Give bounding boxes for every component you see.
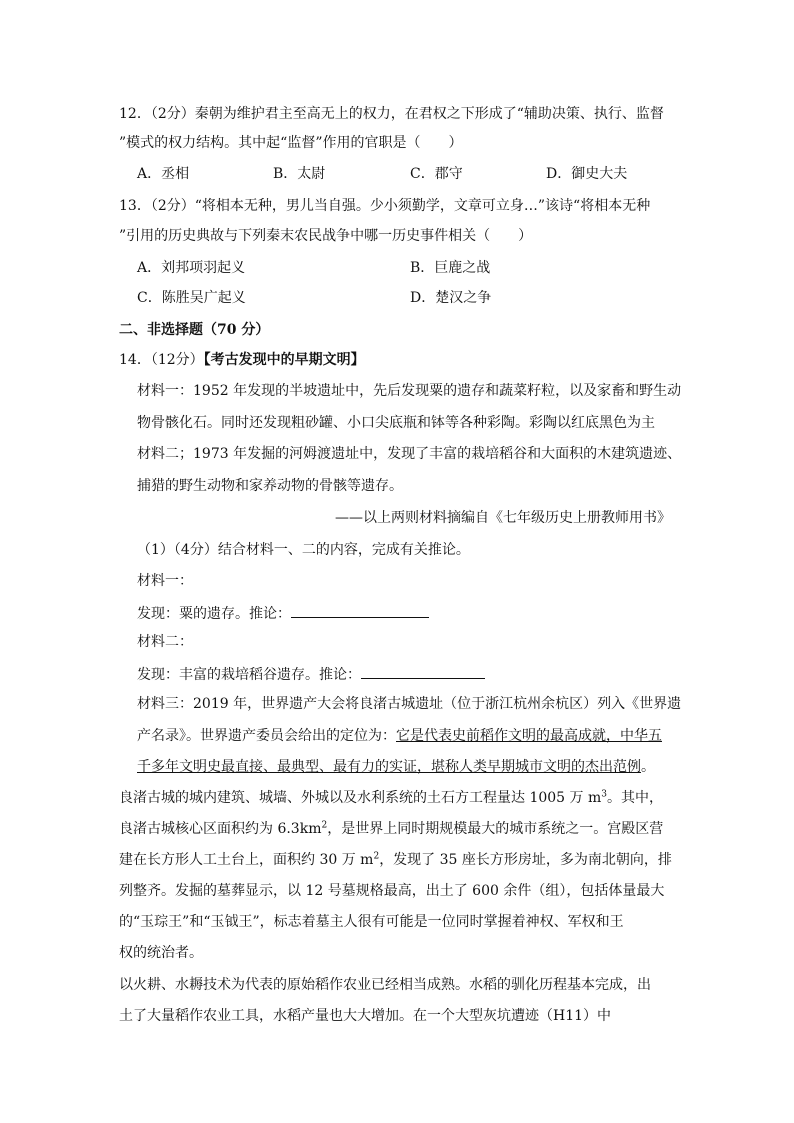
para1-line3-sup: 2	[373, 851, 380, 862]
para1-line2-text: 良渚古城核心区面积约为 6.3km	[119, 821, 322, 837]
material3-quote-part1: 它是代表史前稻作文明的最高成就，中华五	[396, 728, 662, 744]
para1-line3-text: 建在长方形人工土台上，面积约 30 万 m	[119, 852, 374, 868]
liangzhu-para1-line6: 权的统治者。	[119, 945, 203, 961]
material3-line2-intro: 产名录》。世界遗产委员会给出的定位为：	[137, 728, 396, 744]
material3-line3-end: 。	[641, 759, 655, 775]
q12-option-a[interactable]: A．丞相	[137, 166, 190, 182]
material2-line1: 材料二；1973 年发掘的河姆渡遗址中，发现了丰富的栽培稻谷和大面积的木建筑遗迹、	[137, 446, 682, 462]
liangzhu-para1-line4: 列整齐。发掘的墓葬显示，以 12 号墓规格最高，出土了 600 余件（组），包括体量最大	[119, 883, 665, 899]
liangzhu-para1-line1	[119, 788, 663, 808]
answer-material2-prompt: 发现：丰富的栽培稻谷遗存。推论：	[137, 667, 361, 683]
para1-line2-sup: 2	[321, 820, 328, 831]
section-title: 二、非选择题（70 分）	[119, 322, 270, 338]
answer-material2-row	[137, 663, 485, 685]
liangzhu-para1-line2	[119, 819, 663, 839]
liangzhu-para1-line5: 的“玉琮王”和“玉钺王”，标志着墓主人很有可能是一位同时掌握着神权、军权和王	[119, 914, 624, 930]
para1-line1-text: 良渚古城的城内建筑、城墙、外城以及水利系统的土石方工程量达 1005 万 m	[119, 790, 602, 806]
answer-blank-2[interactable]	[361, 663, 485, 679]
q13-option-a[interactable]: A．刘邦项羽起义	[137, 260, 246, 276]
answer-material2-label: 材料二：	[137, 634, 193, 650]
q13-option-c[interactable]: C．陈胜吴广起义	[137, 290, 246, 306]
q14-sub1: （1）（4分）结合材料一、二的内容，完成有关推论。	[137, 542, 470, 558]
q13-stem-line2: ”引用的历史典故与下列秦末农民战争中哪一历史事件相关（ ）	[119, 228, 533, 244]
q13-option-d[interactable]: D．楚汉之争	[410, 290, 492, 306]
para1-line2-tail: ，是世界上同时期规模最大的城市系统之一。宫殿区营	[327, 821, 664, 837]
answer-material1-row	[137, 602, 429, 624]
para1-line1-tail: 。其中，	[607, 790, 663, 806]
q14-number: 14．（12分）	[119, 352, 204, 368]
q12-option-c[interactable]: C．郡守	[410, 166, 463, 182]
material1-line2: 物骨骸化石。同时还发现粗砂罐、小口尖底瓶和钵等各种彩陶。彩陶以红底黑色为主	[137, 415, 655, 431]
material1-line1: 材料一：1952 年发现的半坡遗址中，先后发现粟的遗存和蔬菜籽粒，以及家畜和野生动	[137, 383, 682, 399]
answer-material1-prompt: 发现：粟的遗存。推论：	[137, 606, 291, 622]
material3-line2	[137, 726, 662, 746]
material3-line1: 材料三：2019 年，世界遗产大会将良渚古城遗址（位于浙江杭州余杭区）列入《世界遗	[137, 696, 682, 712]
para1-line3-tail: ，发现了 35 座长方形房址，多为南北朝向，排	[379, 852, 672, 868]
liangzhu-para1-line3	[119, 850, 672, 870]
q14-topic: 【考古发现中的早期文明】	[203, 352, 365, 368]
answer-material1-label: 材料一：	[137, 573, 193, 589]
para1-line1-sup: 3	[601, 789, 607, 800]
q12-option-b[interactable]: B．太尉	[273, 166, 326, 182]
q12-stem-line1: 12．（2分）秦朝为维护君主至高无上的权力，在君权之下形成了“辅助决策、执行、监督	[119, 106, 664, 122]
liangzhu-para2-line1: 以火耕、水耨技术为代表的原始稻作农业已经相当成熟。水稻的驯化历程基本完成，出	[119, 977, 651, 993]
material3-quote-part2: 千多年文明史最直接、最典型、最有力的实证，堪称人类早期城市文明的杰出范例	[137, 759, 641, 775]
material3-line3	[137, 757, 655, 777]
answer-blank-1[interactable]	[291, 602, 429, 618]
material-source: ——以上两则材料摘编自《七年级历史上册教师用书》	[335, 510, 671, 526]
liangzhu-para2-line2: 土了大量稻作农业工具，水稻产量也大大增加。在一个大型灰坑遭迹（H11）中	[119, 1008, 612, 1024]
q13-option-b[interactable]: B．巨鹿之战	[410, 260, 491, 276]
q13-stem-line1: 13．（2分）“将相本无种，男儿当自强。少小须勤学，文章可立身…”该诗“将相本无种	[119, 198, 651, 214]
q12-stem-line2: ”模式的权力结构。其中起“监督”作用的官职是（ ）	[119, 135, 463, 151]
material2-line2: 捕猎的野生动物和家养动物的骨骸等遗存。	[137, 478, 403, 494]
q12-option-d[interactable]: D．御史大夫	[546, 166, 628, 182]
q14-heading	[119, 350, 365, 370]
